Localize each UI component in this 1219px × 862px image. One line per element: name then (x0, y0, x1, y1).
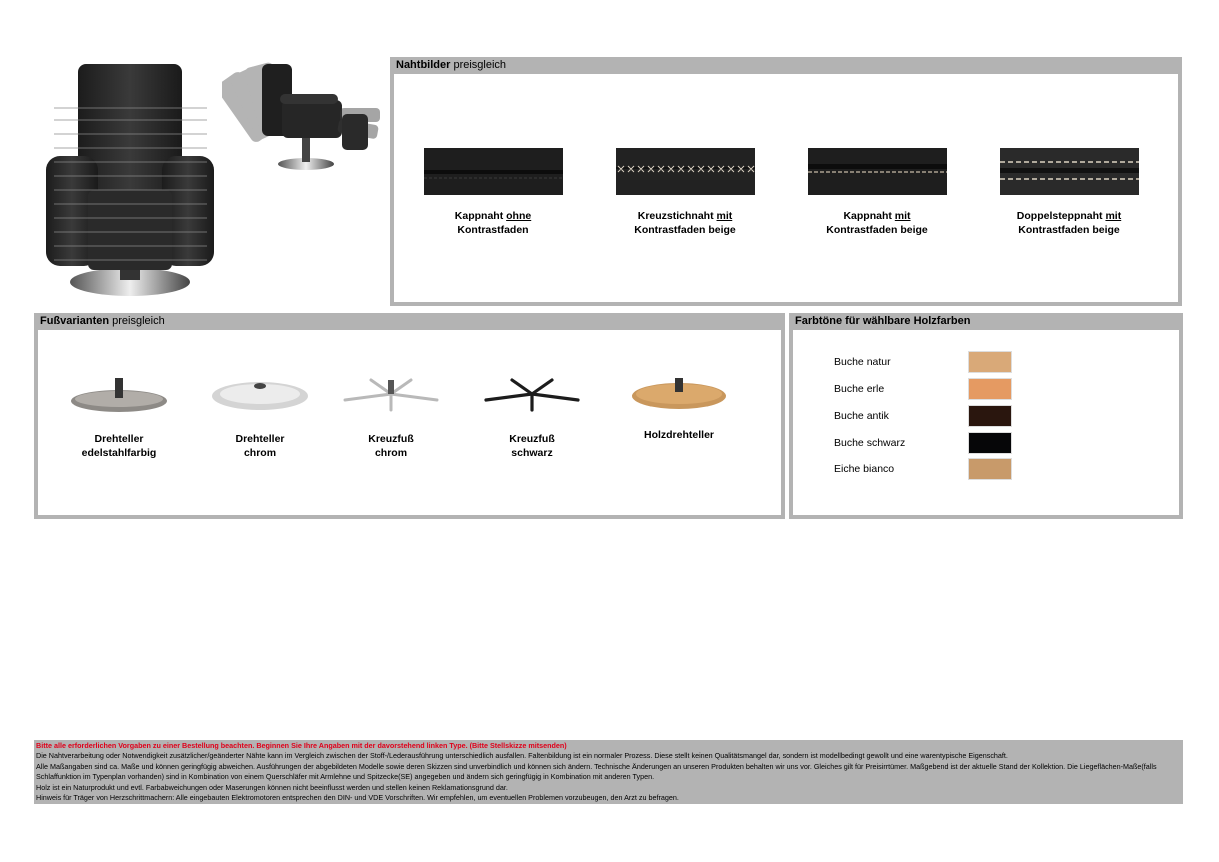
holzfarben-content (793, 330, 1179, 515)
seam-sample-image (808, 148, 947, 195)
wood-option: Eiche bianco (834, 457, 984, 481)
wood-option: Buche natur (834, 350, 984, 374)
seam-sample-image (424, 148, 563, 195)
base-image (629, 374, 729, 410)
holzfarben-heading: Farbtöne für wählbare Holzfarben (795, 315, 971, 327)
seam-kappnaht-mit: Kappnaht mit Kontrastfaden beige (802, 148, 952, 237)
wood-color-swatch (968, 405, 1012, 427)
note-pacemaker: Hinweis für Träger von Herzschrittmachern: Alle eingebauten Elektromotoren entsprechen den DIN- und VDE Vorschriften. Wir empfehlen, um eventuellen Problemen vorzubeugen, den Arzt zu befragen. (36, 793, 679, 803)
wood-color-swatch (968, 458, 1012, 480)
foot-drehteller-edelstahl: Drehteller edelstahlfarbig (54, 374, 184, 460)
seam-sample-image (616, 148, 755, 195)
wood-option: Buche erle (834, 377, 984, 401)
base-image (341, 374, 441, 414)
chair-front-image (42, 60, 217, 300)
foot-holzdrehteller: Holzdrehteller (614, 374, 744, 442)
nahtbilder-heading: Nahtbilder preisgleich (396, 59, 507, 71)
fussvarianten-content (38, 330, 781, 515)
wood-color-swatch (968, 378, 1012, 400)
seam-kappnaht-ohne: Kappnaht ohne Kontrastfaden (418, 148, 568, 237)
nahtbilder-panel (390, 57, 1182, 306)
holzfarben-panel (789, 313, 1183, 519)
wood-color-swatch (968, 432, 1012, 454)
note-dimensions: Alle Maßangaben sind ca. Maße und können geringfügig abweichen. Ausführungen der abgebildeten Modelle sowie deren Skizzen sind unverbindlich und können sich ändern. Technische Änderungen an unseren Produkten behalten wir uns vor. Gleiches gilt für Preisirrtümer. Maßgebend ist der aktuelle Stand der Kollektion. Die Liegeflächen-Maße(falls Schlaffunktion im Typenplan vorhanden) sind in Kombination von einem Querschläfer mit Armlehne und Spitzecke(SE) angegeben und ändern sich geringfügig in Kombination mit anderen Typen. (36, 761, 1157, 782)
seam-sample-image (1000, 148, 1139, 195)
note-seams: Die Nahtverarbeitung oder Notwendigkeit zusätzlicher/geänderter Nähte kann im Vergleich zwischen der Stoff-/Lederausführung unterschiedlich ausfallen. Faltenbildung ist ein normaler Prozess. Diese stellt keinen Qualitätsmangel dar, sondern ist modellbedingt gewollt und eine warentypische Eigenschaft. (36, 751, 1008, 761)
note-wood: Holz ist ein Naturprodukt und evtl. Farbabweichungen oder Maserungen können nicht beeinflusst werden und stellen keinen Reklamationsgrund dar. (36, 782, 508, 792)
base-image (210, 374, 310, 414)
base-image (482, 374, 582, 414)
base-image (69, 374, 169, 414)
seam-kreuzstich-mit: Kreuzstichnaht mit Kontrastfaden beige (610, 148, 760, 237)
order-notes (34, 740, 1183, 804)
foot-kreuzfuss-chrom: Kreuzfuß chrom (326, 374, 456, 460)
wood-color-swatch (968, 351, 1012, 373)
wood-option: Buche antik (834, 404, 984, 428)
order-warning: Bitte alle erforderlichen Vorgaben zu einer Bestellung beachten. Beginnen Sie Ihre Angaben mit der davorstehend linken Type. (Bitte Stellskizze mitsenden) (36, 741, 567, 750)
wood-option: Buche schwarz (834, 431, 984, 455)
foot-kreuzfuss-schwarz: Kreuzfuß schwarz (467, 374, 597, 460)
nahtbilder-content (394, 74, 1178, 302)
fussvarianten-panel (34, 313, 785, 519)
foot-drehteller-chrom: Drehteller chrom (195, 374, 325, 460)
seam-doppelsteppnaht-mit: Doppelsteppnaht mit Kontrastfaden beige (994, 148, 1144, 237)
fussvarianten-heading: Fußvarianten preisgleich (40, 315, 165, 327)
chair-side-image (222, 60, 384, 172)
